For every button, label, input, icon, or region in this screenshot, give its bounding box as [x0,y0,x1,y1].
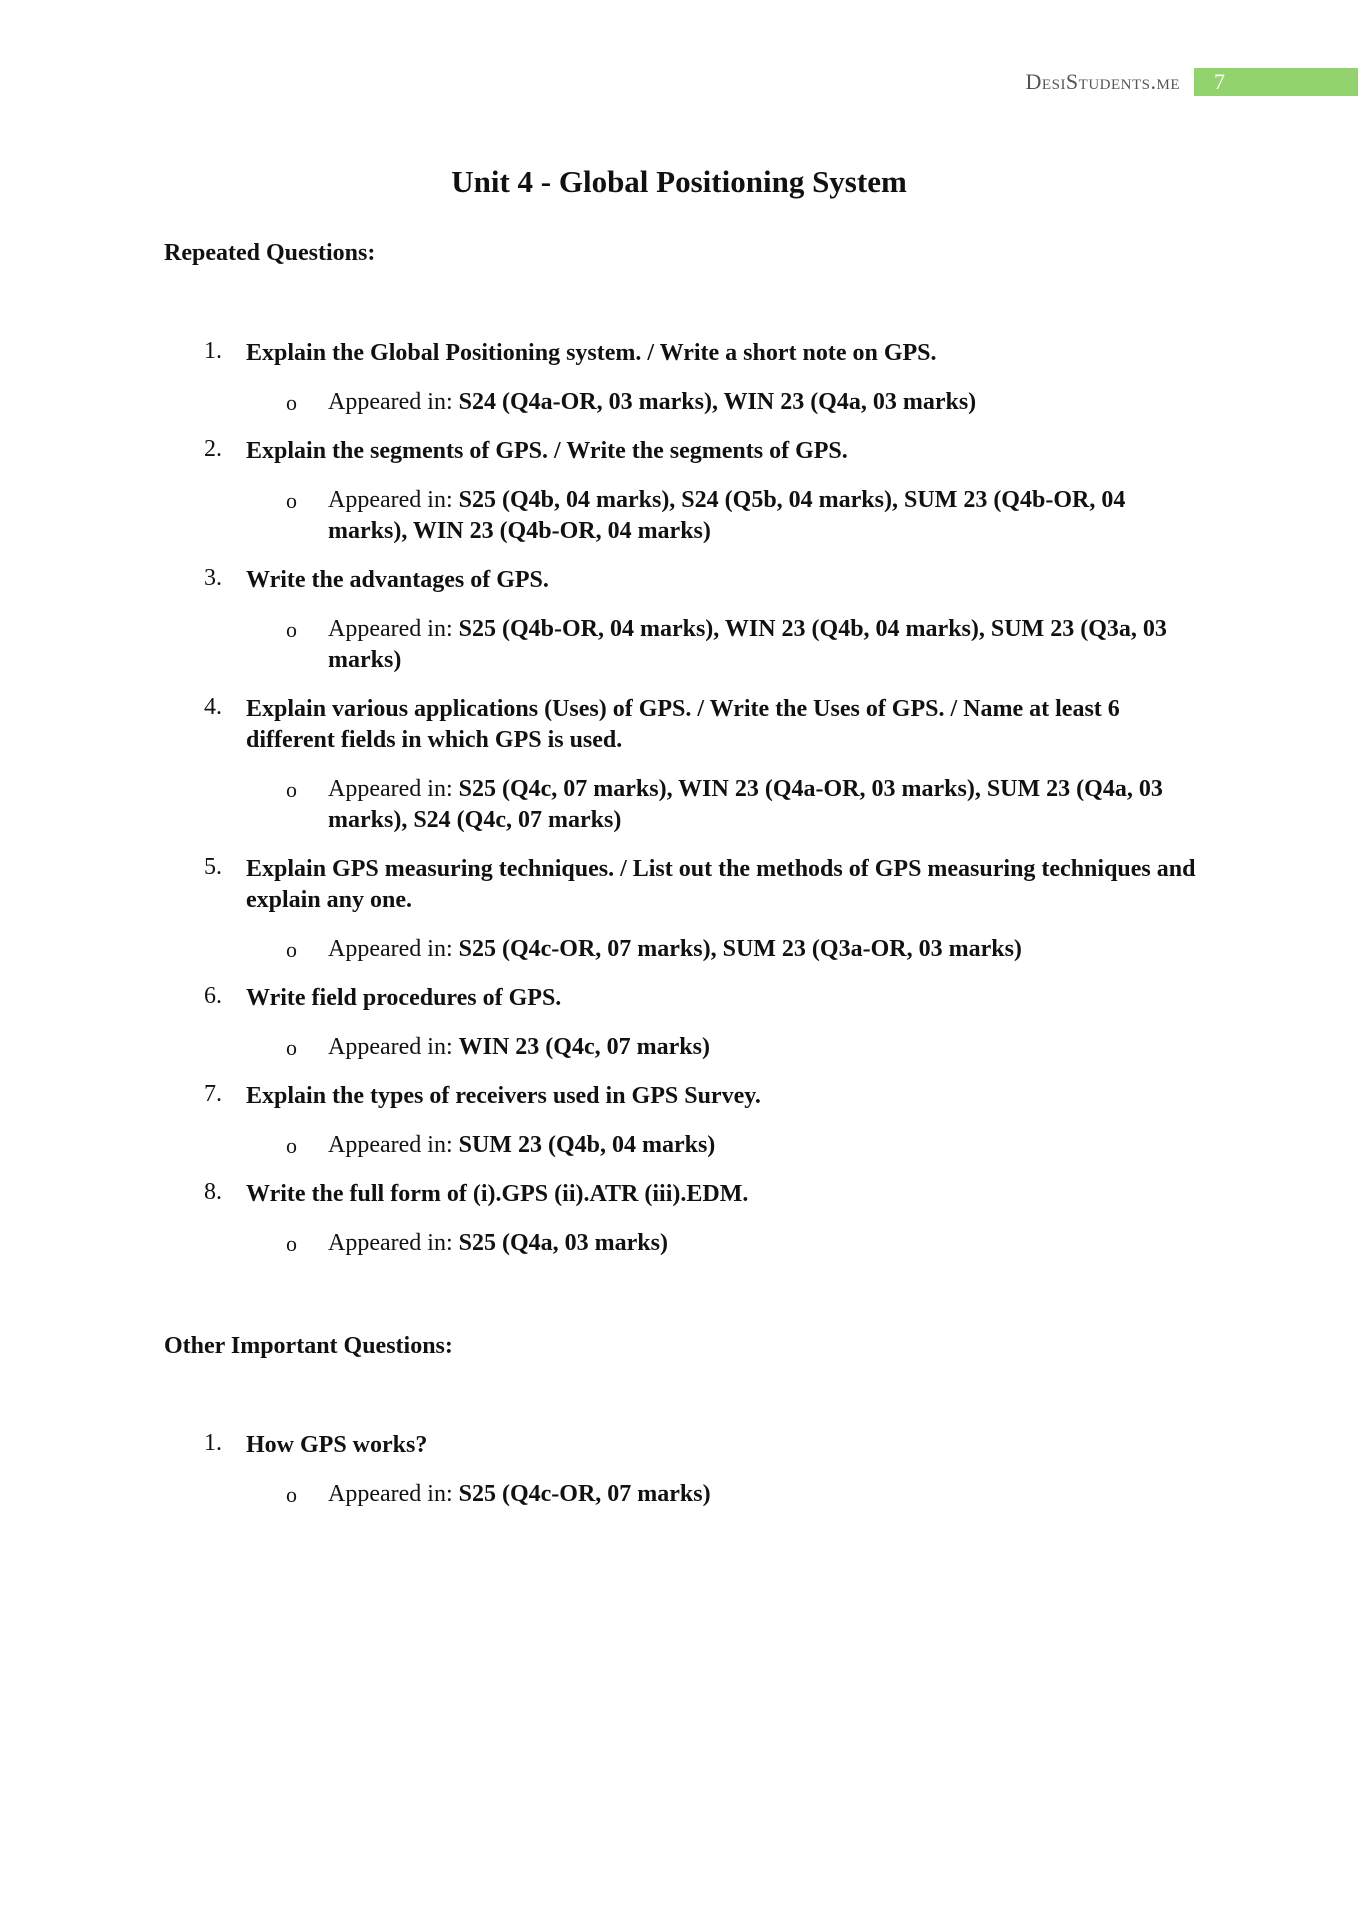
appeared-value: S25 (Q4b-OR, 04 marks), WIN 23 (Q4b, 04 marks), SUM 23 (Q3a, 03 marks) [328,616,1167,673]
page-header [1026,68,1358,96]
section-heading-repeated: Repeated Questions: [164,240,376,266]
question-number: 8. [204,1179,222,1205]
list-item [0,565,1358,676]
appeared-label: Appeared in: [328,1230,453,1256]
appeared-value: S25 (Q4a, 03 marks) [458,1230,668,1256]
site-name: DesiStudents.me [1025,69,1180,94]
question-number: 5. [204,854,222,880]
bullet-icon: o [286,617,297,642]
section-heading-other: Other Important Questions: [164,1333,453,1359]
appeared-in [286,1032,1190,1063]
appeared-value: WIN 23 (Q4c, 07 marks) [458,1034,710,1060]
question-text: Write field procedures of GPS. [246,985,562,1011]
question-text: Explain the segments of GPS. / Write the segments of GPS. [246,438,848,464]
bullet-icon: o [286,937,297,962]
list-item [0,1430,1358,1510]
appeared-in [286,614,1190,676]
appeared-label: Appeared in: [328,776,453,802]
page-title: Unit 4 - Global Positioning System [451,164,907,199]
question-text: Explain the Global Positioning system. / Write a short note on GPS. [246,340,937,366]
bullet-icon: o [286,1133,297,1158]
bullet-icon: o [286,1482,297,1507]
appeared-value: S25 (Q4c, 07 marks), WIN 23 (Q4a-OR, 03 marks), SUM 23 (Q4a, 03 marks), S24 (Q4c, 07 marks) [328,776,1163,833]
question-text: Explain the types of receivers used in GPS Survey. [246,1083,761,1109]
question-number: 3. [204,565,222,591]
appeared-value: SUM 23 (Q4b, 04 marks) [458,1132,716,1158]
question-number: 2. [204,436,222,462]
list-item [0,854,1358,965]
question-number: 4. [204,694,222,720]
question-text: Write the advantages of GPS. [246,567,549,593]
appeared-in [286,1479,1190,1510]
appeared-value: S25 (Q4c-OR, 07 marks), SUM 23 (Q3a-OR, 03 marks) [458,936,1022,962]
appeared-value: S25 (Q4c-OR, 07 marks) [458,1481,711,1507]
appeared-in [286,485,1190,547]
bullet-icon: o [286,390,297,415]
question-text: Write the full form of (i).GPS (ii).ATR (iii).EDM. [246,1181,749,1207]
list-item [0,694,1358,836]
repeated-questions-list [0,338,1358,1259]
list-item [0,1179,1358,1259]
appeared-in [286,774,1190,836]
appeared-value: S24 (Q4a-OR, 03 marks), WIN 23 (Q4a, 03 marks) [458,389,977,415]
bullet-icon: o [286,777,297,802]
appeared-value: S25 (Q4b, 04 marks), S24 (Q5b, 04 marks), SUM 23 (Q4b-OR, 04 marks), WIN 23 (Q4b-OR, 04 marks) [328,487,1126,544]
list-item [0,1081,1358,1161]
page-number: 7 [1194,68,1358,96]
bullet-icon: o [286,1035,297,1060]
appeared-label: Appeared in: [328,1132,453,1158]
list-item [0,436,1358,547]
appeared-label: Appeared in: [328,1481,453,1507]
bullet-icon: o [286,488,297,513]
list-item [0,983,1358,1063]
appeared-label: Appeared in: [328,1034,453,1060]
appeared-label: Appeared in: [328,389,453,415]
question-text: How GPS works? [246,1432,428,1458]
appeared-in [286,1130,1190,1161]
appeared-in [286,1228,1190,1259]
appeared-in [286,934,1190,965]
appeared-label: Appeared in: [328,616,453,642]
question-text: Explain various applications (Uses) of GPS. / Write the Uses of GPS. / Name at least 6 different fields in which GPS is used. [246,696,1120,753]
question-text: Explain GPS measuring techniques. / List out the methods of GPS measuring techniques and explain any one. [246,856,1196,913]
question-number: 1. [204,338,222,364]
question-number: 1. [204,1430,222,1456]
question-number: 6. [204,983,222,1009]
bullet-icon: o [286,1231,297,1256]
appeared-label: Appeared in: [328,487,453,513]
appeared-in [286,387,1190,418]
question-number: 7. [204,1081,222,1107]
list-item [0,338,1358,418]
other-questions-list [0,1430,1358,1510]
appeared-label: Appeared in: [328,936,453,962]
